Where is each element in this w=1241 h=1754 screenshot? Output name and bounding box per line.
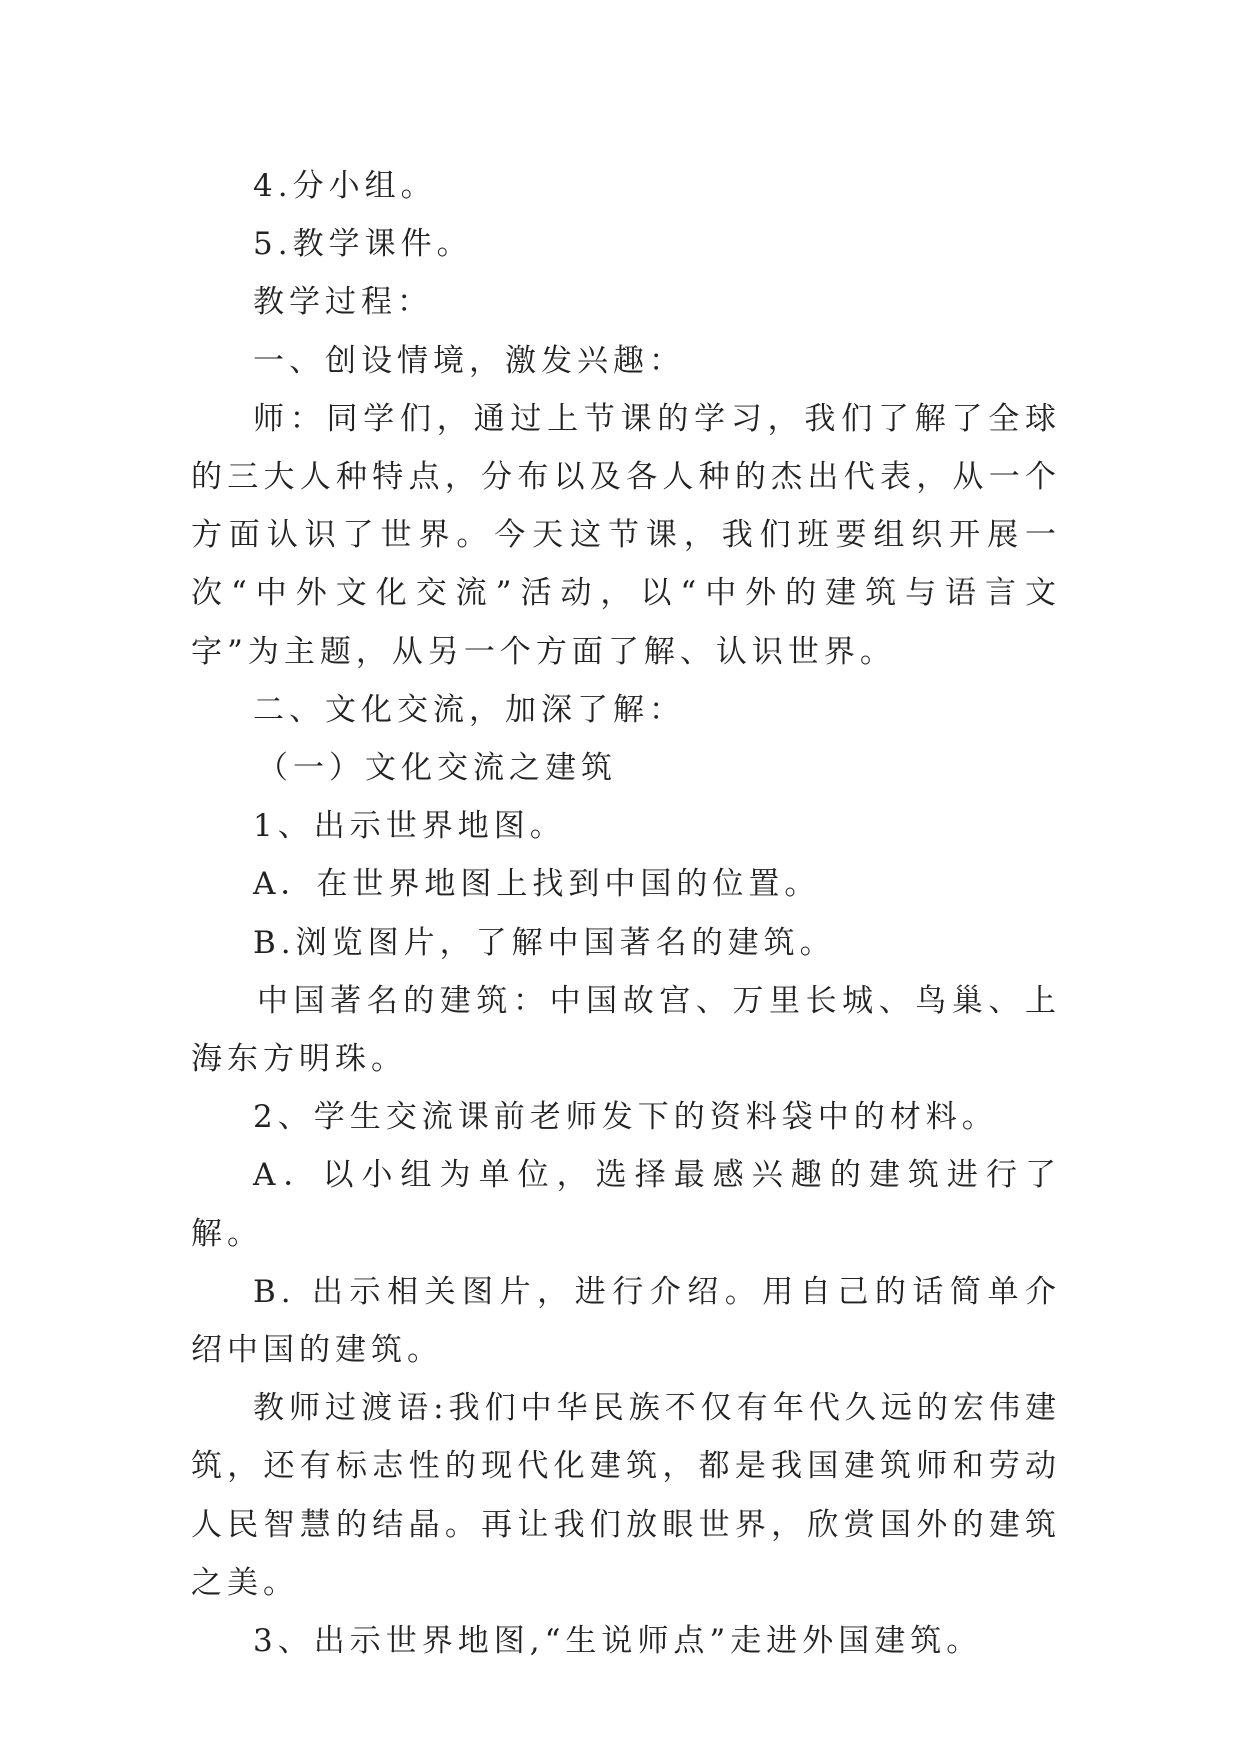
paragraph-teacher-intro: 师：同学们，通过上节课的学习，我们了解了全球的三大人种特点，分布以及各人种的杰出代表，从一个方面认识了世界。今天这节课，我们班要组织开展一次“中外文化交流”活动，以“中外的建筑与语言文字”为主题，从另一个方面了解、认识世界。 (191, 400, 1061, 670)
paragraph-item-4: 4.分小组。 (253, 168, 437, 204)
paragraph-transition: 教师过渡语:我们中华民族不仅有年代久远的宏伟建筑，还有标志性的现代化建筑，都是我国建筑师和劳动人民智慧的结晶。再让我们放眼世界，欣赏国外的建筑之美。 (191, 1390, 1061, 1601)
subsection-heading-architecture: （一）文化交流之建筑 (257, 750, 617, 787)
paragraph-step-2b: B. 出示相关图片，进行介绍。用自己的话简单介绍中国的建筑。 (191, 1273, 1061, 1369)
document-body (191, 157, 1061, 1670)
paragraph-step-1: 1、出示世界地图。 (253, 808, 566, 845)
paragraph-item-5: 5.教学课件。 (253, 226, 473, 263)
paragraph-famous-buildings: 中国著名的建筑：中国故宫、万里长城、鸟巢、上海东方明珠。 (191, 982, 1061, 1078)
section-heading-process: 教学过程： (253, 284, 433, 321)
paragraph-step-2: 2、学生交流课前老师发下的资料袋中的材料。 (253, 1099, 998, 1136)
paragraph-step-2a: A．以小组为单位，选择最感兴趣的建筑进行了解。 (191, 1157, 1061, 1252)
paragraph-step-1a: A．在世界地图上找到中国的位置。 (253, 866, 821, 903)
paragraph-step-1b: B.浏览图片，了解中国著名的建筑。 (253, 924, 836, 961)
paragraph-step-3: 3、出示世界地图,“生说师点”走进外国建筑。 (253, 1623, 983, 1660)
section-heading-two: 二、文化交流，加深了解： (253, 691, 685, 728)
section-heading-one: 一、创设情境，激发兴趣： (253, 342, 685, 379)
